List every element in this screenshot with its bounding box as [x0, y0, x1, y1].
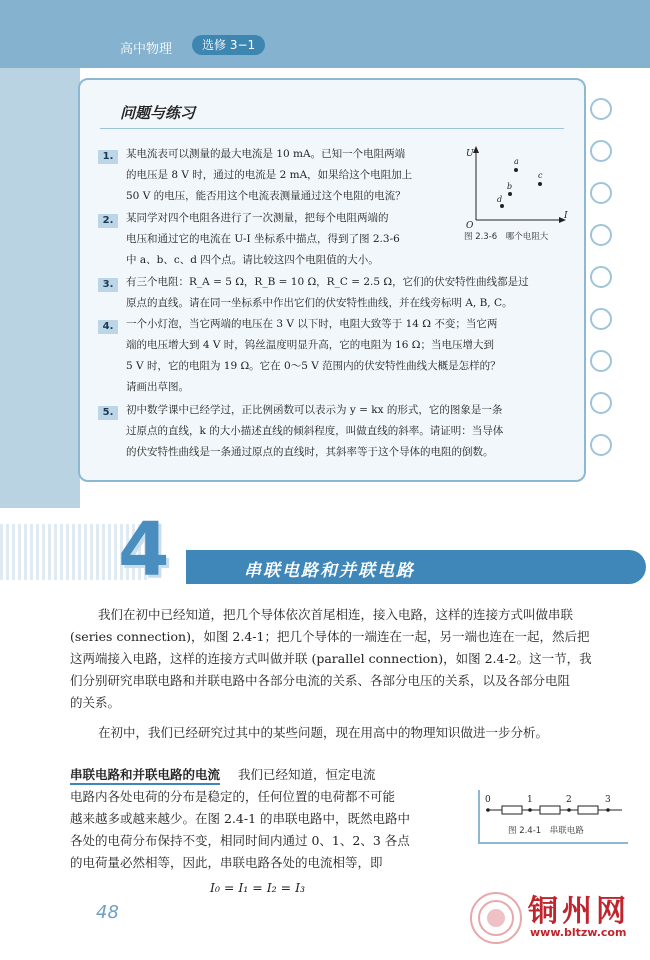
- watermark-logo-icon: [468, 890, 524, 946]
- exercise-line: 初中数学课中已经学过，正比例函数可以表示为 y = kx 的形式，它的图象是一条: [126, 404, 503, 416]
- book-title: 高中物理: [120, 42, 173, 57]
- paragraph-line: 的电荷量必然相等，因此，串联电路各处的电流相等，即: [70, 855, 383, 870]
- u-axis-arrow: [473, 146, 479, 153]
- exercise-number: 2.: [98, 214, 118, 228]
- paragraph-line: 电路内各处电荷的分布是稳定的，任何位置的电荷都不可能: [70, 789, 396, 804]
- node-3: [606, 808, 610, 812]
- exercise-line: 有三个电阻：R_A = 5 Ω，R_B = 10 Ω，R_C = 2.5 Ω，它们的伏安特性曲线都是过: [126, 276, 529, 288]
- subsection-heading: 串联电路和并联电路的电流: [70, 767, 220, 785]
- exercise-line: 中 a、b、c、d 四个点。请比较这四个电阻值的大小。: [126, 254, 379, 266]
- exercise-line: 原点的直线。请在同一坐标系中作出它们的伏安特性曲线，并在线旁标明 A, B, C。: [126, 297, 513, 309]
- paragraph-line: 们分别研究串联电路和并联电路中各部分电流的关系、各部分电压的关系，以及各部分电阻: [70, 673, 571, 688]
- point-d: [500, 204, 504, 208]
- point-b: [508, 192, 512, 196]
- exercise-text: [126, 144, 412, 207]
- exercise-number: 3.: [98, 278, 118, 292]
- paragraph-line: 我们在初中已经知道，把几个导体依次首尾相连，接入电路，这样的连接方式叫做串联: [98, 607, 574, 622]
- node-0: [486, 808, 490, 812]
- paragraph-line: 各处的电荷分布保持不变，相同时间内通过 0、1、2、3 各点: [70, 833, 410, 848]
- node-label: 1: [527, 795, 533, 805]
- resistor-1: [502, 806, 522, 814]
- node-label: 0: [485, 795, 491, 805]
- point-c: [538, 182, 542, 186]
- exercise-divider: [100, 128, 564, 129]
- u-axis-label: U: [466, 149, 474, 159]
- section-number: 4: [118, 507, 170, 593]
- paragraph-line: 越来越多或越来越少。在图 2.4-1 的串联电路中，既然电路中: [70, 811, 411, 826]
- exercise-line: 请画出草图。: [126, 381, 189, 393]
- point-c-label: c: [538, 171, 543, 180]
- exercise-text: [126, 208, 400, 271]
- second-paragraph: [70, 722, 548, 744]
- exercise-number: 4.: [98, 320, 118, 334]
- binder-rings: [590, 98, 620, 478]
- circuit-caption: 图 2.4-1 串联电路: [508, 826, 584, 836]
- exercise-line: 端的电压增大到 4 V 时，钨丝温度明显升高，它的电阻为 16 Ω；当电压增大到: [126, 339, 495, 351]
- exercise-text: [126, 314, 501, 398]
- watermark-url: www.bltzw.com: [530, 926, 627, 939]
- node-2: [567, 808, 571, 812]
- i-axis-label: I: [564, 211, 568, 221]
- exercise-line: 过原点的直线，k 的大小描述直线的倾斜程度，叫做直线的斜率。请证明：当导体: [126, 425, 504, 437]
- current-formula: I₀ = I₁ = I₂ = I₃: [210, 880, 306, 895]
- exercise-text: [126, 400, 503, 463]
- section-heading: [0, 507, 650, 593]
- series-circuit-figure: [478, 790, 628, 844]
- resistor-3: [578, 806, 598, 814]
- page-number: 48: [96, 902, 119, 923]
- exercise-line: 某电流表可以测量的最大电流是 10 mA。已知一个电阻两端: [126, 148, 406, 160]
- exercise-number: 5.: [98, 406, 118, 420]
- point-a: [514, 168, 518, 172]
- exercise-line: 50 V 的电压，能否用这个电流表测量通过这个电阻的电流？: [126, 190, 406, 202]
- binder-ring: [590, 392, 612, 414]
- series-circuit: [480, 790, 628, 824]
- volume-badge: 选修 3−1: [192, 35, 265, 55]
- section-title-bar: [186, 550, 646, 584]
- point-d-label: d: [497, 195, 503, 204]
- ui-graph: [464, 144, 570, 228]
- ui-graph-figure: [464, 144, 570, 248]
- point-b-label: b: [507, 182, 513, 191]
- exercise-line: 电压和通过它的电流在 U-I 坐标系中描点，得到了图 2.3-6: [126, 233, 400, 245]
- exercise-panel: [78, 78, 586, 482]
- exercise-line: 一个小灯泡，当它两端的电压在 3 V 以下时，电阻大致等于 14 Ω 不变；当它两: [126, 318, 498, 330]
- binder-ring: [590, 434, 612, 456]
- paragraph-fragment: 我们已经知道，恒定电流: [238, 767, 376, 782]
- resistor-2: [540, 806, 560, 814]
- exercise-text: [126, 272, 529, 314]
- paragraph-line: (series connection)，如图 2.4-1；把几个导体的一端连在一起，另一端也连在一起，然后把: [70, 629, 590, 644]
- binder-ring: [590, 308, 612, 330]
- exercise-number: 1.: [98, 150, 118, 164]
- exercise-line: 某同学对四个电阻各进行了一次测量，把每个电阻两端的: [126, 212, 389, 224]
- current-paragraph: [70, 764, 410, 874]
- binder-ring: [590, 266, 612, 288]
- node-label: 2: [566, 795, 572, 805]
- binder-ring: [590, 182, 612, 204]
- exercise-line: 的电压是 8 V 时，通过的电流是 2 mA，如果给这个电阻加上: [126, 169, 413, 181]
- site-watermark: [468, 884, 648, 954]
- watermark-text: 铜州网: [528, 894, 630, 929]
- binder-ring: [590, 350, 612, 372]
- binder-ring: [590, 98, 612, 120]
- exercise-line: 的伏安特性曲线是一条通过原点的直线时，其斜率等于这个导体的电阻的倒数。: [126, 446, 494, 458]
- paragraph-line: 这两端接入电路，这样的连接方式叫做并联 (parallel connection)，如图 2.4-2。这一节，我: [70, 651, 592, 666]
- binder-ring: [590, 224, 612, 246]
- node-label: 3: [605, 795, 611, 805]
- side-shade: [0, 68, 80, 508]
- paragraph-line: 的关系。: [70, 695, 121, 710]
- exercise-line: 5 V 时，它的电阻为 19 Ω。它在 0～5 V 范围内的伏安特性曲线大概是怎样的？: [126, 360, 501, 372]
- exercise-title: 问题与练习: [120, 104, 196, 122]
- header-band: [0, 0, 650, 68]
- binder-ring: [590, 140, 612, 162]
- section-title: 串联电路和并联电路: [244, 561, 415, 581]
- point-a-label: a: [514, 157, 519, 166]
- paragraph-line: [70, 764, 410, 786]
- intro-paragraph: [70, 604, 592, 714]
- origin-label: O: [466, 221, 474, 228]
- node-1: [528, 808, 532, 812]
- figure-caption: 图 2.3-6 哪个电阻大: [464, 232, 549, 242]
- paragraph-line: 在初中，我们已经研究过其中的某些问题，现在用高中的物理知识做进一步分析。: [98, 725, 549, 740]
